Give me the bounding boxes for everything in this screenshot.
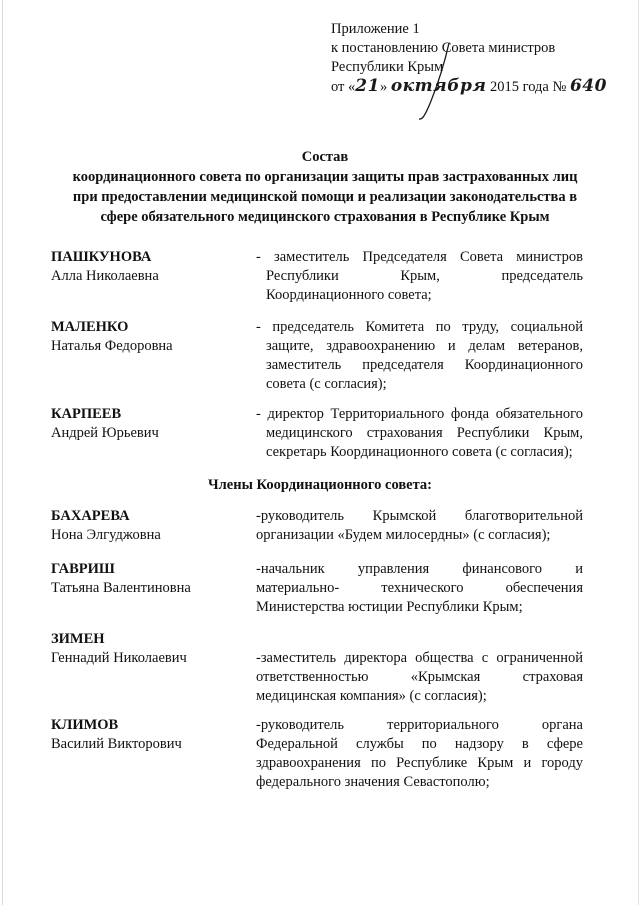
member-role bbox=[256, 560, 583, 617]
member-given-name: Василий Викторович bbox=[51, 736, 182, 752]
member-role bbox=[256, 248, 583, 305]
member-role bbox=[256, 318, 583, 394]
role-line: медицинского страхования Республики Крым, bbox=[266, 425, 583, 441]
date-month-handwritten: октября bbox=[390, 76, 487, 96]
role-line: материально- технического обеспечения bbox=[256, 580, 583, 596]
member-surname: КЛИМОВ bbox=[51, 717, 119, 733]
role-line: - заместитель Председателя Совета министров bbox=[256, 249, 583, 265]
appendix-line-3: Республики Крым bbox=[331, 59, 444, 75]
title-line-2: координационного совета по организации защиты прав застрахованных лиц bbox=[72, 169, 578, 185]
date-day-handwritten: 21 bbox=[355, 76, 380, 96]
member-given-name: Андрей Юрьевич bbox=[51, 425, 159, 441]
role-line: секретарь Координационного совета (с согласия); bbox=[266, 444, 573, 460]
member-surname: ЗИМЕН bbox=[51, 631, 105, 647]
document-title bbox=[70, 148, 580, 228]
date-prefix: от « bbox=[331, 79, 356, 95]
appendix-line-2: к постановлению Совета министров bbox=[331, 40, 556, 56]
member-role bbox=[256, 507, 583, 545]
role-line: совета (с согласия); bbox=[266, 376, 387, 392]
appendix-line-1: Приложение 1 bbox=[331, 21, 420, 37]
role-line: Министерства юстиции Республики Крым; bbox=[256, 599, 523, 615]
role-line: -руководитель территориального органа bbox=[256, 717, 583, 733]
member-surname: МАЛЕНКО bbox=[51, 319, 129, 335]
member-given-name: Геннадий Николаевич bbox=[51, 650, 187, 666]
members-heading: Члены Координационного совета: bbox=[208, 477, 432, 493]
member-surname: ГАВРИШ bbox=[51, 561, 115, 577]
role-line: Координационного совета; bbox=[266, 287, 432, 303]
appendix-date-line bbox=[331, 77, 621, 96]
role-line: -начальник управления финансового и bbox=[256, 561, 583, 577]
role-line: ответственностью «Крымская страховая bbox=[256, 669, 583, 685]
member-given-name: Нона Элгуджовна bbox=[51, 527, 161, 543]
title-line-3: при предоставлении медицинской помощи и реализации законодательства в bbox=[72, 189, 578, 205]
role-line: -заместитель директора общества с ограниченной bbox=[256, 650, 583, 666]
member-role bbox=[256, 649, 583, 706]
member-given-name: Татьяна Валентиновна bbox=[51, 580, 191, 596]
role-line: здравоохранения по Республике Крым и городу bbox=[256, 755, 583, 771]
role-line: Федеральной службы по надзору в сфере bbox=[256, 736, 583, 752]
member-role bbox=[256, 405, 583, 462]
document-number-handwritten: 640 bbox=[569, 76, 607, 96]
scan-edge-left bbox=[2, 0, 3, 905]
member-given-name: Алла Николаевна bbox=[51, 268, 159, 284]
role-line: защите, здравоохранению и делам ветеранов, bbox=[266, 338, 583, 354]
scan-edge-right bbox=[638, 0, 639, 905]
date-mid: » bbox=[379, 79, 391, 95]
role-line: федерального значения Севастополю; bbox=[256, 774, 490, 790]
member-given-name: Наталья Федоровна bbox=[51, 338, 173, 354]
member-surname: ПАШКУНОВА bbox=[51, 249, 152, 265]
member-role bbox=[256, 716, 583, 792]
title-line-1: Состав bbox=[301, 149, 349, 165]
handwritten-stroke-icon bbox=[409, 41, 469, 121]
role-line: организации «Будем милосердны» (с согласия); bbox=[256, 527, 551, 543]
date-year: 2015 года № bbox=[486, 79, 570, 95]
member-surname: БАХАРЕВА bbox=[51, 508, 130, 524]
role-line: - директор Территориального фонда обязательного bbox=[256, 406, 583, 422]
role-line: - председатель Комитета по труду, социальной bbox=[256, 319, 583, 335]
role-line: медицинская компания» (с согласия); bbox=[256, 688, 487, 704]
role-line: Республики Крым, председатель bbox=[266, 268, 583, 284]
role-line: заместитель председателя Координационного bbox=[266, 357, 583, 373]
title-line-4: сфере обязательного медицинского страхования в Республике Крым bbox=[100, 209, 550, 225]
role-line: -руководитель Крымской благотворительной bbox=[256, 508, 583, 524]
appendix-header bbox=[331, 20, 621, 96]
member-surname: КАРПЕЕВ bbox=[51, 406, 122, 422]
